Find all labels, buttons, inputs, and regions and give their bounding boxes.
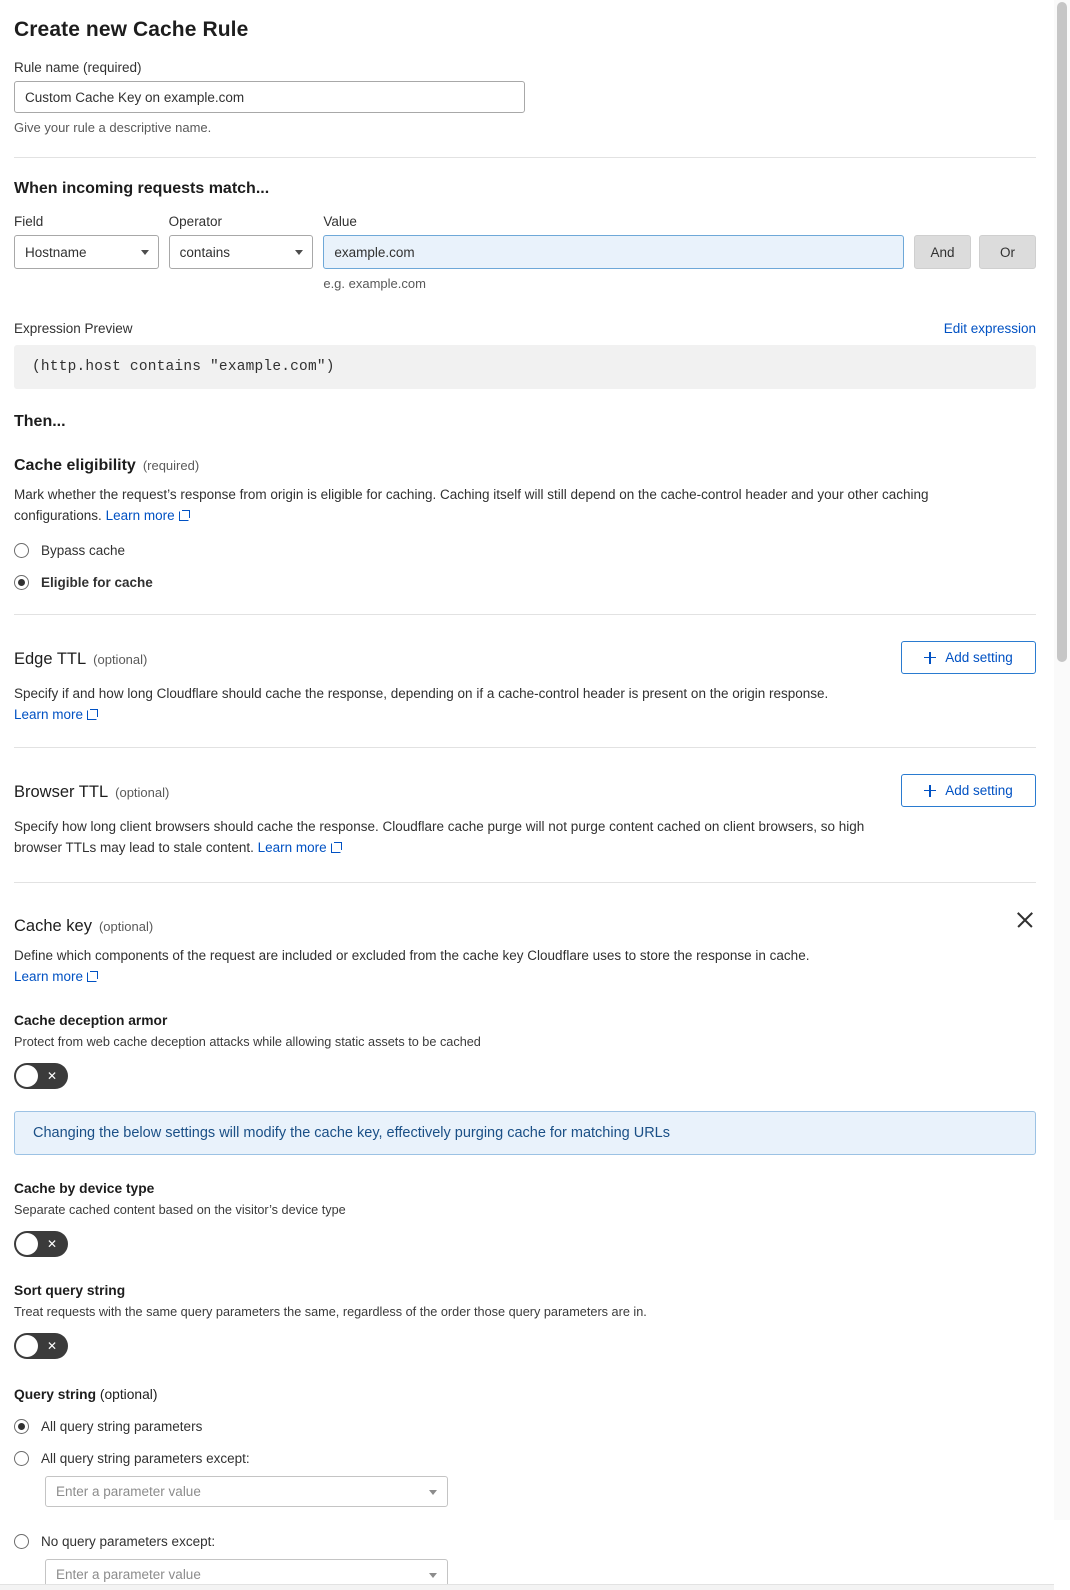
radio-all-query-string-parameters[interactable]: [14, 1419, 29, 1434]
field-label: Field: [14, 214, 44, 229]
sort-query-string-title: Sort query string: [14, 1283, 126, 1298]
cache-deception-armor-description: Protect from web cache deception attacks while allowing static assets to be cached: [14, 1035, 481, 1049]
cache-eligibility-description-text: Mark whether the request’s response from origin is eligible for caching. Caching itself will still depend on the cache-control header and your other caching configurations.: [14, 487, 929, 523]
query-string-optional: (optional): [99, 1387, 158, 1402]
browser-ttl-optional: (optional): [115, 784, 170, 800]
rule-name-label: Rule name (required): [14, 60, 142, 75]
divider: [14, 614, 1036, 615]
edge-ttl-header: [14, 641, 1036, 674]
cache-by-device-type-description: Separate cached content based on the visitor’s device type: [14, 1203, 346, 1217]
cache-eligibility-learn-more-link[interactable]: Learn more: [105, 508, 175, 523]
external-link-icon: [87, 709, 98, 720]
browser-ttl-title: Browser TTL: [14, 782, 109, 801]
bottom-bar: [0, 1584, 1054, 1590]
browser-ttl-description: [14, 816, 894, 858]
query-string-option-none-except[interactable]: [14, 1534, 1036, 1549]
value-label: Value: [323, 214, 357, 229]
chevron-down-icon: [429, 1573, 437, 1578]
plus-icon: [924, 652, 936, 664]
browser-ttl-learn-more-link[interactable]: Learn more: [257, 840, 327, 855]
cache-eligibility-option-bypass[interactable]: [14, 543, 1036, 558]
radio-all-query-string-parameters-label: All query string parameters: [41, 1419, 203, 1434]
radio-eligible-for-cache-label: Eligible for cache: [41, 575, 153, 590]
rule-name-input[interactable]: [14, 81, 525, 113]
cache-eligibility-option-eligible[interactable]: [14, 575, 1036, 590]
edge-ttl-optional: (optional): [93, 651, 148, 667]
expression-header: [14, 321, 1036, 336]
operator-label: Operator: [168, 214, 222, 229]
browser-ttl-add-setting-button[interactable]: [901, 774, 1036, 807]
edge-ttl-add-setting-button[interactable]: [901, 641, 1036, 674]
cache-key-notice: Changing the below settings will modify the cache key, effectively purging cache for matching URLs: [14, 1111, 1036, 1155]
expression-preview-box: (http.host contains "example.com"): [14, 345, 1036, 389]
divider: [14, 882, 1036, 883]
cache-key-title: Cache key: [14, 917, 92, 935]
then-heading: Then...: [14, 413, 66, 430]
edge-ttl-title: Edge TTL: [14, 649, 87, 668]
value-column: [323, 214, 904, 291]
cache-deception-armor-title: Cache deception armor: [14, 1013, 168, 1028]
cache-eligibility-header: [14, 457, 1036, 475]
browser-ttl-header: [14, 774, 1036, 807]
cache-eligibility-title: Cache eligibility: [14, 457, 136, 474]
query-string-option-all[interactable]: [14, 1419, 1036, 1434]
chevron-down-icon: [295, 250, 303, 255]
match-row: [14, 214, 1036, 291]
divider: [14, 747, 1036, 748]
cache-key-description-text: Define which components of the request are included or excluded from the cache key Cloudflare uses to store the response in cache.: [14, 948, 810, 963]
page-title: Create new Cache Rule: [14, 18, 249, 41]
toggle-off-icon: ✕: [46, 1237, 57, 1251]
cache-by-device-type-title: Cache by device type: [14, 1181, 155, 1196]
radio-bypass-cache[interactable]: [14, 543, 29, 558]
radio-all-query-string-parameters-except-label: All query string parameters except:: [41, 1451, 250, 1466]
query-string-option-all-except[interactable]: [14, 1451, 1036, 1466]
divider: [14, 157, 1036, 158]
all-except-parameter-select[interactable]: [45, 1476, 448, 1507]
field-column: [14, 214, 159, 269]
all-except-parameter-placeholder: Enter a parameter value: [56, 1484, 201, 1499]
external-link-icon: [87, 971, 98, 982]
cache-deception-armor-toggle[interactable]: [14, 1063, 68, 1089]
cache-by-device-type-toggle[interactable]: [14, 1231, 68, 1257]
chevron-down-icon: [141, 250, 149, 255]
cache-eligibility-required: (required): [142, 458, 200, 473]
value-helper: e.g. example.com: [323, 276, 426, 291]
query-string-title-text: Query string: [14, 1387, 97, 1402]
field-select[interactable]: [14, 235, 159, 269]
radio-eligible-for-cache[interactable]: [14, 575, 29, 590]
sort-query-string-toggle[interactable]: [14, 1333, 68, 1359]
radio-all-query-string-parameters-except[interactable]: [14, 1451, 29, 1466]
toggle-knob: [16, 1233, 38, 1255]
sort-query-string-description: Treat requests with the same query parameters the same, regardless of the order those query parameters are in.: [14, 1305, 647, 1319]
chevron-down-icon: [429, 1490, 437, 1495]
radio-no-query-parameters-except-label: No query parameters except:: [41, 1534, 216, 1549]
and-or-group: [914, 235, 1036, 269]
and-button[interactable]: And: [914, 235, 971, 269]
operator-select-value: contains: [179, 244, 230, 260]
cache-key-description: [14, 945, 1014, 987]
match-heading: When incoming requests match...: [14, 180, 270, 197]
cache-key-optional: (optional): [98, 919, 154, 934]
or-button[interactable]: Or: [979, 235, 1036, 269]
toggle-off-icon: ✕: [46, 1069, 57, 1083]
edit-expression-link[interactable]: Edit expression: [943, 321, 1036, 336]
edge-ttl-description: [14, 683, 864, 725]
rule-name-group: [14, 60, 1036, 135]
value-input[interactable]: [323, 235, 904, 269]
browser-ttl-description-text: Specify how long client browsers should cache the response. Cloudflare cache purge will not purge content cached on client browsers, so high browser TTLs may lead to stale content.: [14, 819, 865, 855]
page-scrollbar[interactable]: [1054, 0, 1070, 1520]
field-select-value: Hostname: [25, 244, 87, 260]
cache-key-learn-more-link[interactable]: Learn more: [14, 969, 84, 984]
radio-no-query-parameters-except[interactable]: [14, 1534, 29, 1549]
close-icon[interactable]: [1014, 909, 1036, 931]
external-link-icon: [179, 510, 190, 521]
toggle-off-icon: ✕: [46, 1339, 57, 1353]
cache-key-header: [14, 909, 1036, 936]
rule-name-helper: Give your rule a descriptive name.: [14, 120, 212, 135]
operator-select[interactable]: [169, 235, 314, 269]
cache-eligibility-description: [14, 484, 1014, 526]
plus-icon: [924, 785, 936, 797]
none-except-parameter-placeholder: Enter a parameter value: [56, 1567, 201, 1582]
scrollbar-thumb[interactable]: [1057, 2, 1067, 662]
edge-ttl-learn-more-link[interactable]: Learn more: [14, 707, 84, 722]
operator-column: [169, 214, 314, 269]
external-link-icon: [331, 842, 342, 853]
edge-ttl-description-text: Specify if and how long Cloudflare should cache the response, depending on if a cache-control header is present on the origin response.: [14, 686, 829, 701]
browser-ttl-add-setting-label: Add setting: [945, 783, 1013, 798]
edge-ttl-add-setting-label: Add setting: [945, 650, 1013, 665]
expression-preview-label: Expression Preview: [14, 321, 133, 336]
radio-bypass-cache-label: Bypass cache: [41, 543, 126, 558]
toggle-knob: [16, 1335, 38, 1357]
toggle-knob: [16, 1065, 38, 1087]
query-string-title: [14, 1387, 1036, 1402]
